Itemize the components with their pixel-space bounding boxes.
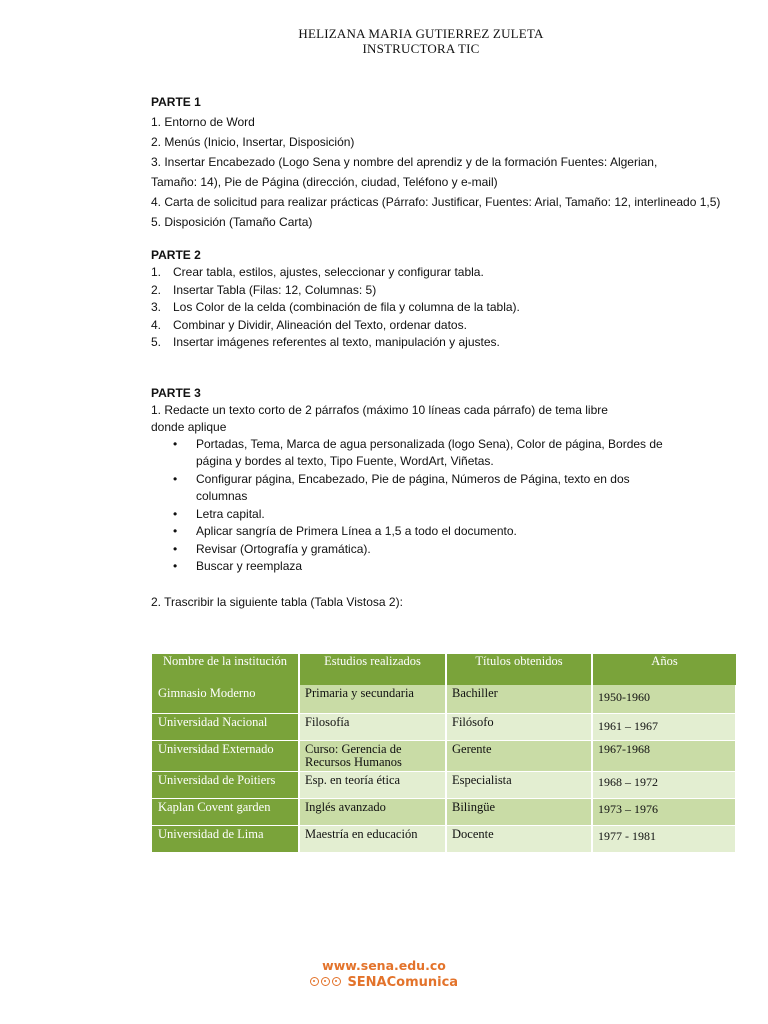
list-item	[151, 299, 731, 317]
document-body	[151, 92, 731, 611]
table-cell-institution: Universidad Nacional	[152, 713, 299, 740]
table-cell: 1977 - 1981	[592, 825, 736, 852]
table-row	[152, 771, 736, 798]
table-cell: Curso: Gerencia de Recursos Humanos	[299, 740, 446, 771]
table-caption: 2. Trascribir la siguiente tabla (Tabla Vistosa 2):	[151, 594, 403, 609]
paragraph: 1. Entorno de Word	[151, 115, 255, 129]
section-parte-1	[151, 92, 731, 232]
paragraph: 3. Insertar Encabezado (Logo Sena y nombre del aprendiz y de la formación Fuentes: Algerian,	[151, 155, 658, 169]
list-item	[151, 317, 731, 335]
table-cell-institution: Kaplan Covent garden	[152, 798, 299, 825]
section-heading: PARTE 1	[151, 95, 201, 109]
institutions-table	[152, 654, 737, 853]
section-parte-3	[151, 385, 731, 611]
list-item	[151, 506, 671, 524]
list-item	[151, 471, 671, 506]
creative-commons-nc-icon	[332, 977, 341, 986]
numbered-list	[151, 264, 731, 352]
bullet-icon: •	[173, 506, 178, 521]
bullet-list	[151, 436, 671, 576]
list-item-text: Insertar Tabla (Filas: 12, Columnas: 5)	[173, 282, 377, 297]
list-item	[151, 282, 731, 300]
bullet-icon: •	[173, 559, 178, 573]
list-item-text: Revisar (Ortografía y gramática).	[196, 541, 371, 556]
list-item-text: Configurar página, Encabezado, Pie de página, Números de Página, texto en dos columnas	[196, 471, 630, 503]
list-item	[151, 436, 671, 471]
table-cell: Especialista	[446, 771, 592, 798]
creative-commons-by-icon	[321, 977, 330, 986]
author-role: INSTRUCTORA TIC	[362, 41, 480, 56]
creative-commons-icon	[310, 977, 319, 986]
section-heading: PARTE 2	[151, 248, 201, 262]
table-cell: 1973 – 1976	[592, 798, 736, 825]
table-cell: Filósofo	[446, 713, 592, 740]
footer-website: www.sena.edu.co	[322, 958, 446, 973]
column-header: Nombre de la institución	[152, 654, 299, 685]
list-item-text: Combinar y Dividir, Alineación del Texto, ordenar datos.	[173, 317, 467, 332]
table-cell: 1950-1960	[592, 685, 736, 713]
footer-brand: SENAComunica	[347, 975, 459, 990]
list-item	[151, 541, 671, 559]
list-item	[151, 264, 731, 282]
table-row	[152, 740, 736, 771]
list-item	[151, 523, 671, 541]
table-cell-institution: Gimnasio Moderno	[152, 685, 299, 713]
table-cell: Filosofía	[299, 713, 446, 740]
table-cell: Maestría en educación	[299, 825, 446, 852]
list-item-text: Insertar imágenes referentes al texto, manipulación y ajustes.	[173, 335, 500, 349]
bullet-icon: •	[173, 541, 178, 556]
column-header: Años	[592, 654, 736, 685]
section-parte-2	[151, 246, 731, 352]
table-cell-institution: Universidad Externado	[152, 740, 299, 771]
bullet-icon: •	[173, 471, 178, 486]
table-row	[152, 825, 736, 852]
list-number: 2.	[151, 282, 162, 297]
bullet-icon: •	[173, 524, 178, 538]
column-header: Títulos obtenidos	[446, 654, 592, 685]
table-cell-institution: Universidad de Lima	[152, 825, 299, 852]
bullet-icon: •	[173, 436, 178, 451]
table-cell: Docente	[446, 825, 592, 852]
table-row	[152, 798, 736, 825]
list-item-text: Buscar y reemplaza	[196, 559, 303, 573]
table-cell: 1967-1968	[592, 740, 736, 771]
table-cell-institution: Universidad de Poitiers	[152, 771, 299, 798]
document-header	[0, 26, 768, 56]
list-item-text: Aplicar sangría de Primera Línea a 1,5 a todo el documento.	[196, 524, 517, 538]
list-item-text: Crear tabla, estilos, ajustes, seleccionar y configurar tabla.	[173, 265, 484, 279]
author-name: HELIZANA MARIA GUTIERREZ ZULETA	[298, 26, 544, 41]
list-item-text: Los Color de la celda (combinación de fila y columna de la tabla).	[173, 300, 520, 314]
paragraph: Tamaño: 14), Pie de Página (dirección, ciudad, Teléfono y e-mail)	[151, 175, 498, 189]
table-row	[152, 685, 736, 713]
table-cell: Bilingüe	[446, 798, 592, 825]
table-cell: Gerente	[446, 740, 592, 771]
paragraph: 5. Disposición (Tamaño Carta)	[151, 215, 313, 229]
table-cell: Esp. en teoría ética	[299, 771, 446, 798]
paragraph: 1. Redacte un texto corto de 2 párrafos (máximo 10 líneas cada párrafo) de tema libre donde aplique	[151, 402, 608, 434]
list-number: 4.	[151, 317, 162, 332]
paragraph: 4. Carta de solicitud para realizar prácticas (Párrafo: Justificar, Fuentes: Arial, Tamaño: 12, interlineado 1,5)	[151, 195, 721, 209]
table-cell: Bachiller	[446, 685, 592, 713]
section-heading: PARTE 3	[151, 385, 201, 400]
table-header-row	[152, 654, 736, 685]
list-item-text: Letra capital.	[196, 506, 265, 521]
table-cell: 1968 – 1972	[592, 771, 736, 798]
footer-social	[0, 974, 768, 992]
table-cell: Primaria y secundaria	[299, 685, 446, 713]
list-item	[151, 558, 671, 576]
page-footer	[0, 958, 768, 992]
table-cell: Inglés avanzado	[299, 798, 446, 825]
table-row	[152, 713, 736, 740]
list-item	[151, 334, 731, 352]
list-number: 5.	[151, 335, 162, 349]
list-number: 3.	[151, 300, 162, 314]
list-number: 1.	[151, 265, 162, 279]
paragraph: 2. Menús (Inicio, Insertar, Disposición)	[151, 135, 355, 149]
list-item-text: Portadas, Tema, Marca de agua personalizada (logo Sena), Color de página, Bordes de página y bordes al texto, Tipo Fuente, WordArt, Viñetas.	[196, 436, 663, 468]
column-header: Estudios realizados	[299, 654, 446, 685]
table-cell: 1961 – 1967	[592, 713, 736, 740]
